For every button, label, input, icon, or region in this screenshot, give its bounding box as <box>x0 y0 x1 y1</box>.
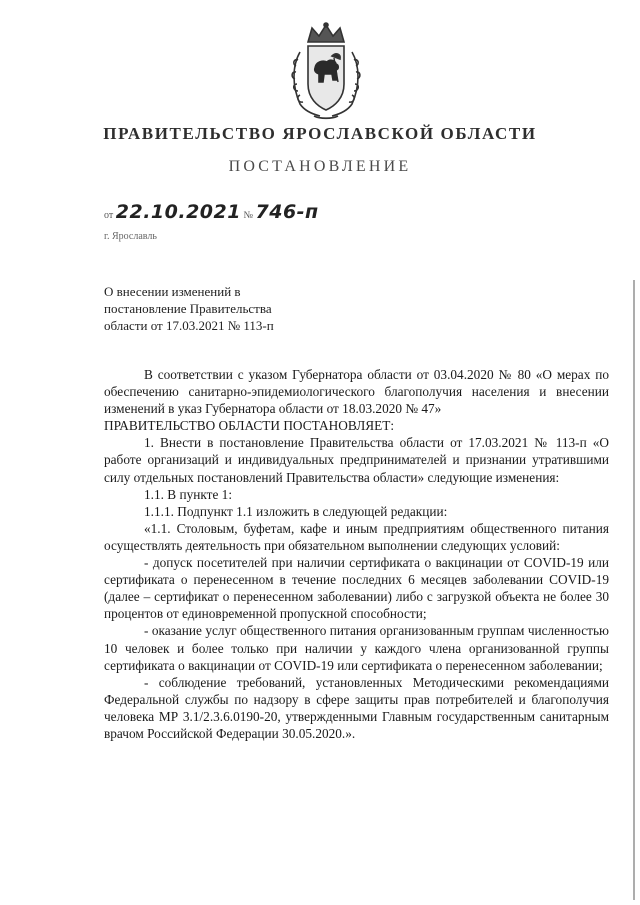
document-body <box>104 366 609 742</box>
body-paragraph: 1. Внести в постановление Правительства области от 17.03.2021 № 113-п «О работе организаций и индивидуальных предпринимателей и признании утратившими силу отдельных постановлений Правительства области» следующие изменения: <box>104 435 609 485</box>
document-type-title: ПОСТАНОВЛЕНИЕ <box>228 158 412 175</box>
date-prefix: от <box>104 210 114 221</box>
number-sign: № <box>243 210 253 221</box>
body-paragraph: «1.1. Столовым, буфетам, кафе и иным предприятиям общественного питания осуществлять деятельность при обязательном выполнении следующих условий: <box>104 520 609 553</box>
body-paragraph: 1.1.1. Подпункт 1.1 изложить в следующей редакции: <box>144 503 448 519</box>
decree-heading: ПРАВИТЕЛЬСТВО ОБЛАСТИ ПОСТАНОВЛЯЕТ: <box>104 418 395 434</box>
document-number: 746-п <box>255 201 319 223</box>
document-subject <box>104 283 334 334</box>
list-item: - оказание услуг общественного питания организованным группам численностью 10 человек и более только при наличии у каждого члена организованной группы сертификата о вакцинации от COVID-19 или сертификата о перенесенном заболевании; <box>104 623 609 673</box>
subject-line: области от 17.03.2021 № 113-п <box>104 318 274 333</box>
document-date: 22.10.2021 <box>115 201 241 223</box>
list-item: - соблюдение требований, установленных Методическими рекомендациями Федеральной службы по надзору в сфере защиты прав потребителей и благополучия человека МР 3.1/2.3.6.0190-20, утвержденными Главным государственным санитарным врачом Российской Федерации 30.05.2020.». <box>104 674 609 741</box>
list-item: - допуск посетителей при наличии сертификата о вакцинации от COVID-19 или сертификата о перенесенном в течение последних 6 месяцев заболевании COVID-19 (далее – сертификат о перенесенном заболевании) либо с загрузкой объекта не более 30 процентов от единовременной пропускной способности; <box>104 555 609 622</box>
document-date-number <box>104 201 319 229</box>
subject-line: постановление Правительства <box>104 301 272 316</box>
preamble-paragraph: В соответствии с указом Губернатора области от 03.04.2020 № 80 «О мерах по обеспечению санитарно-эпидемиологического благополучия населения и внесении изменений в указ Губернатора области от 18.03.2020 № 47» <box>104 367 609 417</box>
city-line: г. Ярославль <box>104 231 157 242</box>
government-title: ПРАВИТЕЛЬСТВО ЯРОСЛАВСКОЙ ОБЛАСТИ <box>103 124 537 143</box>
subject-line: О внесении изменений в <box>104 284 241 299</box>
scan-edge-line <box>633 280 635 900</box>
body-paragraph: 1.1. В пункте 1: <box>144 486 233 502</box>
yaroslavl-coat-of-arms-icon <box>286 22 366 122</box>
